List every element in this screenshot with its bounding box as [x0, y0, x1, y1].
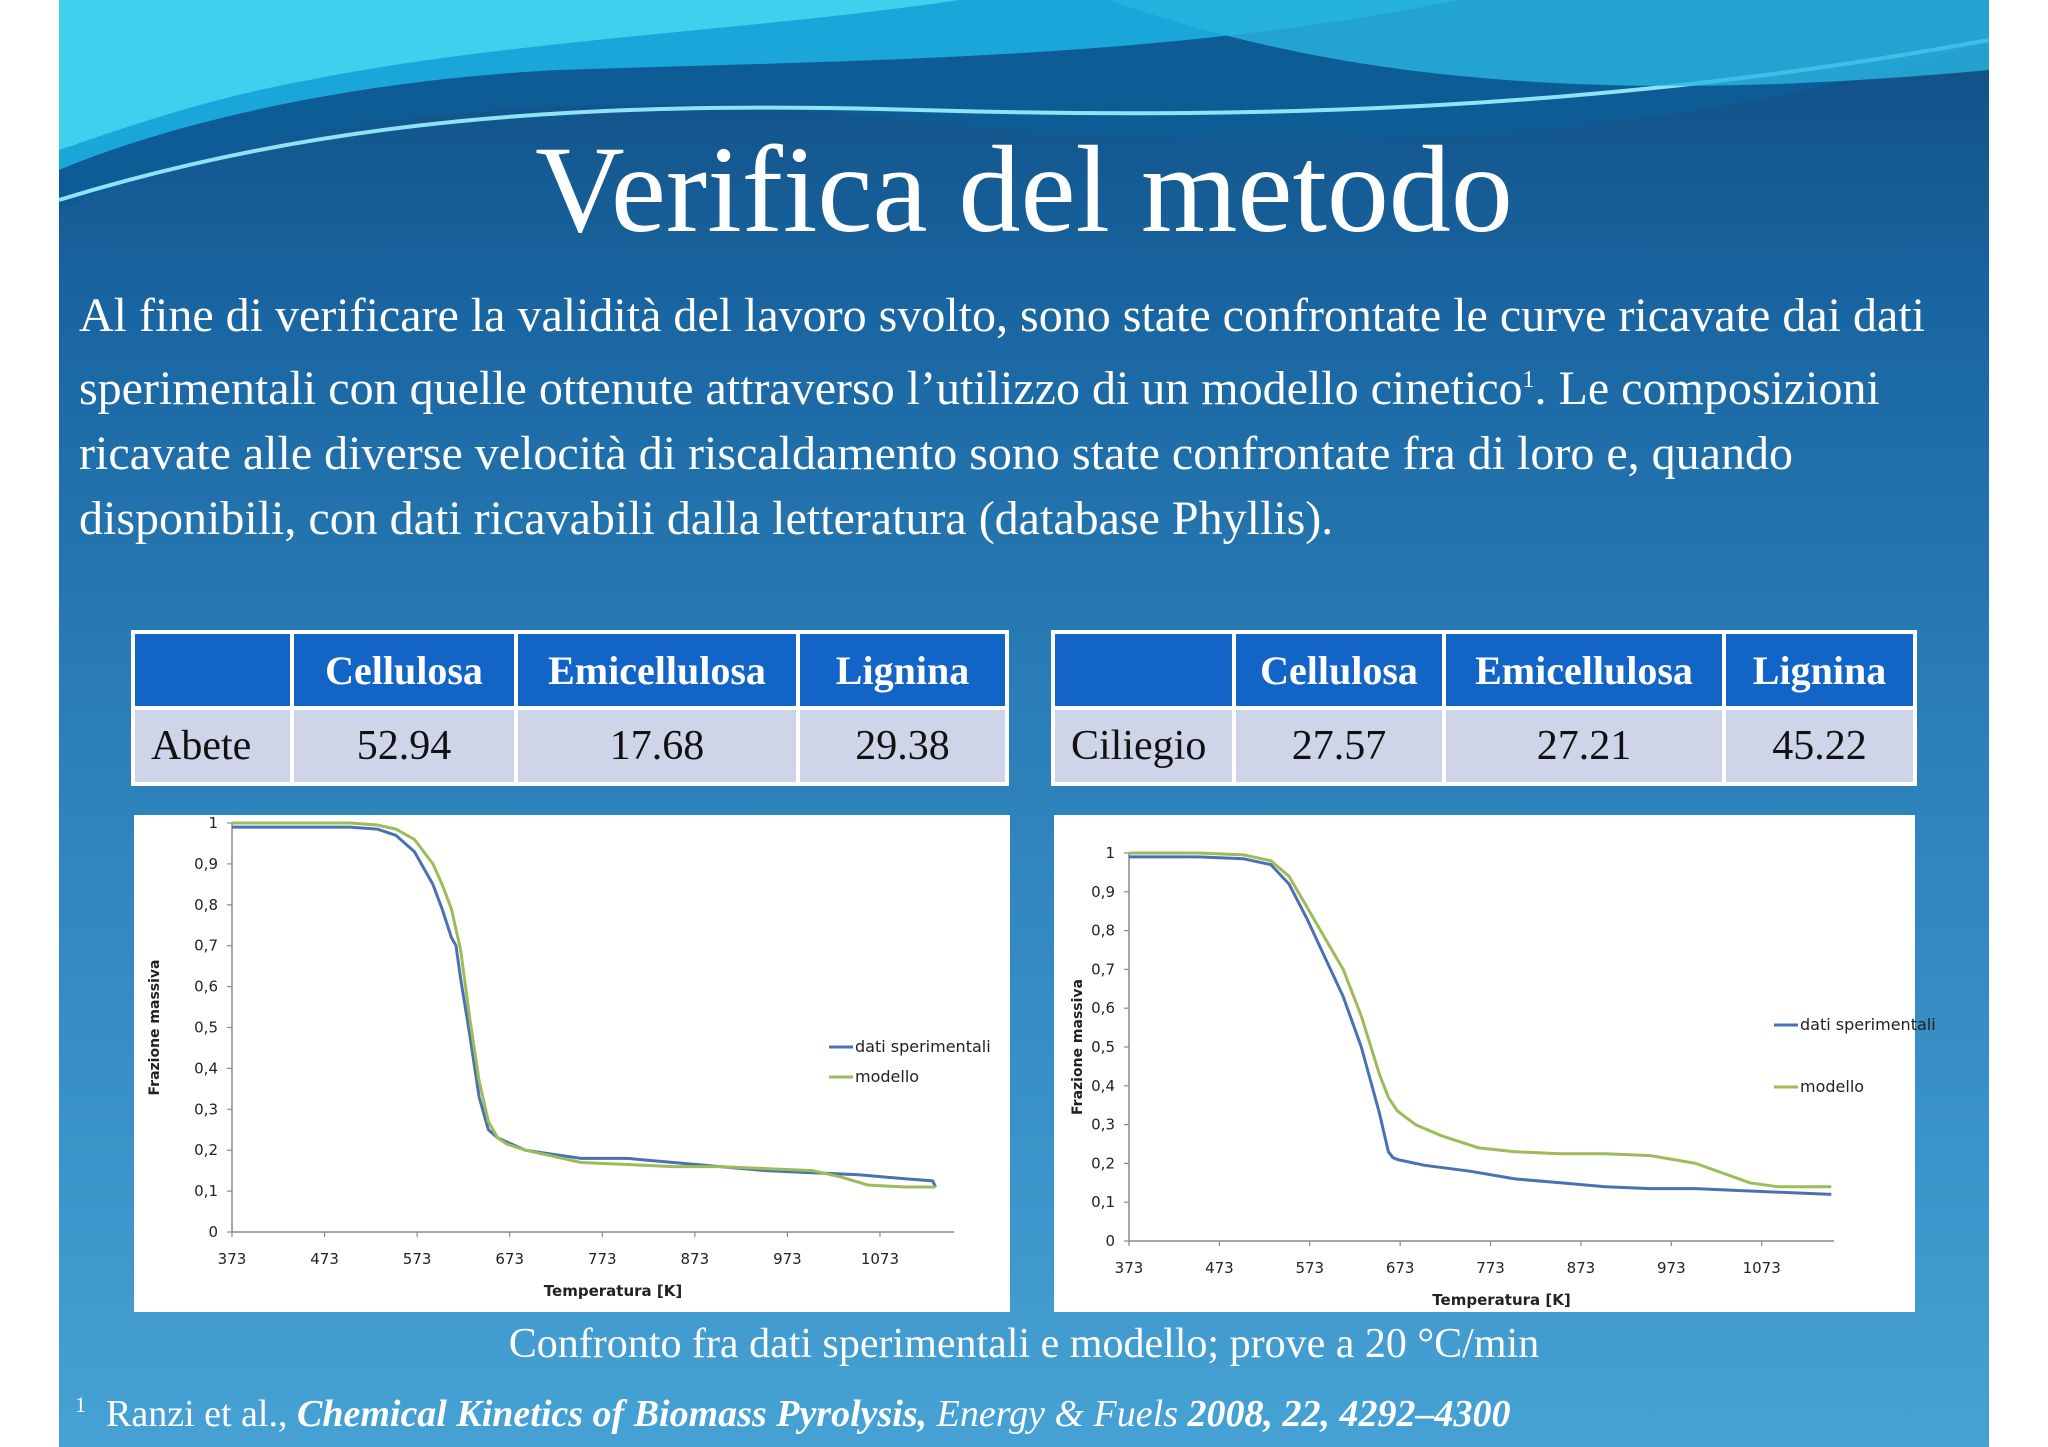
table-cell: 27.21	[1446, 710, 1722, 782]
y-tick-label: 0,3	[1091, 1115, 1115, 1134]
table-header-cell	[1055, 634, 1232, 706]
y-tick-label: 0,8	[194, 895, 218, 914]
y-axis-title: Frazione massiva	[1070, 979, 1086, 1115]
table-row	[1055, 710, 1913, 782]
y-tick-label: 0,9	[194, 854, 218, 873]
x-tick-label: 473	[1205, 1259, 1234, 1277]
y-tick-label: 1	[1105, 844, 1115, 862]
table-header-cell: Lignina	[1726, 634, 1913, 706]
y-tick-label: 0,2	[194, 1141, 218, 1160]
footnote-details: 2008, 22, 4292–4300	[1187, 1393, 1511, 1435]
x-tick-label: 473	[310, 1250, 339, 1268]
y-tick-label: 1	[208, 814, 218, 832]
x-tick-label: 373	[217, 1250, 247, 1268]
x-tick-label: 773	[1476, 1259, 1505, 1277]
table-row	[135, 710, 1005, 782]
x-tick-label: 873	[680, 1250, 710, 1268]
table-cell: 27.57	[1236, 710, 1442, 782]
table-header-cell: Cellulosa	[294, 634, 514, 706]
y-tick-label: 0,8	[1091, 921, 1115, 940]
y-tick-label: 0	[208, 1223, 218, 1241]
y-tick-label: 0	[1105, 1232, 1115, 1250]
composition-table-abete	[131, 630, 1009, 786]
slide	[59, 0, 1989, 1447]
x-axis-title: Temperatura [K]	[543, 1282, 683, 1300]
y-tick-label: 0,1	[194, 1182, 218, 1201]
x-tick-label: 973	[1656, 1259, 1686, 1277]
chart-ciliegio-svg	[1054, 815, 1936, 1312]
footnote-reference: 1	[1522, 367, 1535, 393]
y-tick-label: 0,4	[1091, 1076, 1115, 1095]
y-tick-label: 0,1	[1091, 1193, 1115, 1212]
table-header-row	[1055, 634, 1913, 706]
footnote-paper-title: Chemical Kinetics of Biomass Pyrolysis,	[296, 1393, 928, 1435]
series-line-modello	[232, 823, 936, 1187]
table-header-row	[135, 634, 1005, 706]
y-tick-label: 0,9	[1091, 882, 1115, 901]
table-header-cell: Emicellulosa	[1446, 634, 1722, 706]
y-axis-title: Frazione massiva	[147, 959, 163, 1096]
table-row-label: Abete	[135, 710, 290, 782]
x-tick-label: 873	[1566, 1259, 1596, 1277]
y-tick-label: 0,5	[194, 1018, 218, 1037]
y-tick-label: 0,5	[1091, 1038, 1115, 1056]
intro-text: Al fine di verificare la validità del lavoro svolto, sono state confrontate le curve ricavate dai dati sperimentali con quelle ottenute attraverso l’utilizzo di un modello cinetico	[79, 289, 1925, 415]
x-axis-title: Temperatura [K]	[1432, 1291, 1571, 1309]
table-header-cell: Lignina	[800, 634, 1005, 706]
table-cell: 17.68	[518, 710, 796, 782]
table-header-cell	[135, 634, 290, 706]
x-tick-label: 573	[1295, 1259, 1325, 1277]
y-tick-label: 0,4	[194, 1059, 218, 1078]
series-line-dati-sperimentali	[232, 827, 936, 1187]
table-cell: 52.94	[294, 710, 514, 782]
figure-caption: Confronto fra dati sperimentali e modello; prove a 20 °C/min	[508, 1321, 1540, 1367]
legend-label: modello	[855, 1067, 920, 1086]
x-tick-label: 1073	[1742, 1259, 1781, 1277]
legend-label: dati sperimentali	[855, 1037, 991, 1056]
y-tick-label: 0,2	[1091, 1154, 1115, 1173]
footnote	[75, 1392, 1975, 1436]
table-header-cell: Cellulosa	[1236, 634, 1442, 706]
table-cell: 29.38	[800, 710, 1005, 782]
table-row-label: Ciliegio	[1055, 710, 1232, 782]
x-tick-label: 1073	[860, 1250, 900, 1268]
x-tick-label: 373	[1114, 1259, 1144, 1277]
intro-paragraph	[79, 283, 1979, 551]
intro-text-continued: . Le composizioni ricavate alle diverse velocità di riscaldamento sono state confrontate fra di loro e, quando disponibili, con dati ricavabili dalla letteratura (database Phyllis).	[79, 362, 1880, 545]
legend-label: dati sperimentali	[1800, 1015, 1936, 1034]
footnote-journal: Energy & Fuels	[936, 1393, 1178, 1435]
x-tick-label: 673	[1385, 1259, 1415, 1277]
series-line-dati-sperimentali	[1129, 857, 1831, 1195]
chart-abete-svg	[134, 815, 1010, 1312]
chart-ciliegio	[1054, 815, 1936, 1312]
series-line-modello	[1129, 853, 1831, 1187]
slide-title: Verifica del metodo	[535, 121, 1513, 258]
table-cell: 45.22	[1726, 710, 1913, 782]
x-tick-label: 973	[773, 1250, 802, 1268]
y-tick-label: 0,7	[1091, 960, 1115, 979]
table-header-cell: Emicellulosa	[518, 634, 796, 706]
y-tick-label: 0,6	[194, 977, 218, 996]
x-tick-label: 673	[495, 1250, 525, 1268]
y-tick-label: 0,6	[1091, 999, 1115, 1018]
footnote-authors: Ranzi et al.,	[106, 1393, 288, 1435]
x-tick-label: 573	[402, 1250, 432, 1268]
y-tick-label: 0,3	[194, 1100, 218, 1119]
legend-label: modello	[1800, 1077, 1865, 1096]
composition-table-ciliegio	[1051, 630, 1917, 786]
footnote-mark: 1	[75, 1392, 86, 1418]
y-tick-label: 0,7	[194, 936, 218, 955]
chart-abete	[134, 815, 1010, 1312]
x-tick-label: 773	[587, 1250, 617, 1268]
